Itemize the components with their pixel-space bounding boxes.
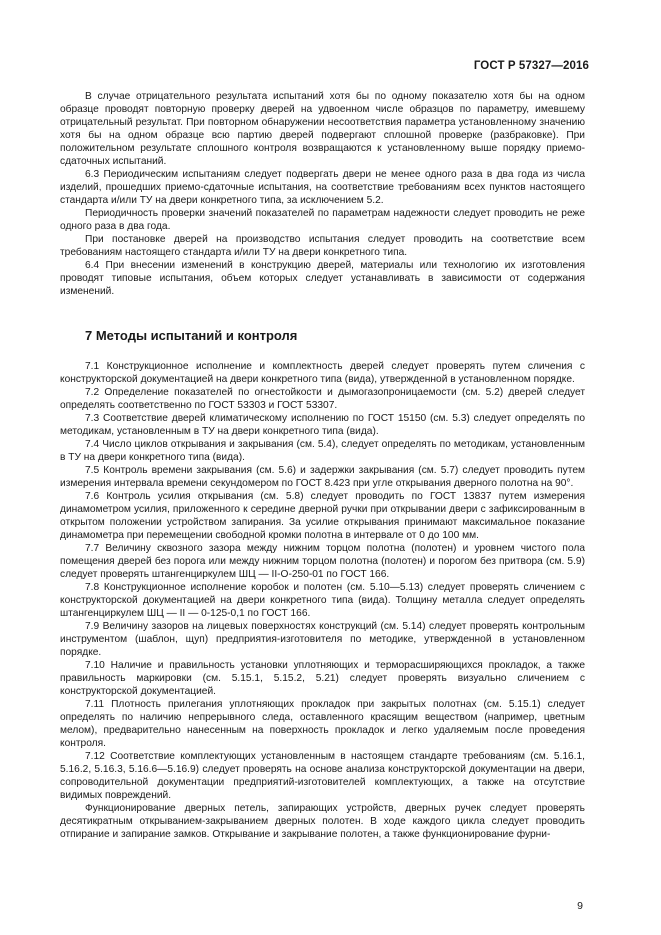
paragraph: Функционирование дверных петель, запирающих устройств, дверных ручек следует проверять десятикратным открыванием-закрыванием дверных полотен. В ходе каждого цикла следует проводить отпирание и запирание замков. Открывание и закрывание полотен, а также функционирование фурни- xyxy=(60,803,585,840)
paragraph: 7.1 Конструкционное исполнение и комплектность дверей следует проверять путем сличения с конструкторской документацией на двери конкретного типа (вида), утвержденной в установленном порядке. xyxy=(60,361,585,385)
paragraph: Периодичность проверки значений показателей по параметрам надежности следует проводить не реже одного раза в два года. xyxy=(60,208,585,232)
standard-header: ГОСТ Р 57327—2016 xyxy=(473,60,589,72)
paragraph: 7.8 Конструкционное исполнение коробок и полотен (см. 5.10—5.13) следует проверять сличением с конструкторской документацией на двери конкретного типа (вида). Толщину металла следует определять штангенциркулем ШЦ — II — 0-125-0,1 по ГОСТ 166. xyxy=(60,582,585,619)
paragraph: 7.11 Плотность прилегания уплотняющих прокладок при закрытых полотнах (см. 5.15.1) следует определять по наличию непрерывного следа, оставленного красящим веществом (например, цветным мелом), предварительно нанесенным на поверхность прокладок и легко удаляемым после проведения контроля. xyxy=(60,699,585,749)
paragraph: 7.4 Число циклов открывания и закрывания (см. 5.4), следует определять по методикам, установленным в ТУ на двери конкретного типа (вида). xyxy=(60,439,585,463)
paragraph: 6.4 При внесении изменений в конструкцию дверей, материалы или технологию их изготовления проводят типовые испытания, объем которых следует устанавливать в зависимости от содержания изменений. xyxy=(60,260,585,297)
paragraph: 7.10 Наличие и правильность установки уплотняющих и терморасширяющихся прокладок, а также правильность маркировки (см. 5.15.1, 5.15.2, 5.21) следует проверять визуально сличением с конструкторской документацией. xyxy=(60,660,585,697)
paragraph: 6.3 Периодическим испытаниям следует подвергать двери не менее одного раза в два года из числа изделий, прошедших приемо-сдаточные испытания, на соответствие требованиям всех пунктов настоящего стандарта и/или ТУ на двери конкретного типа, за исключением 5.2. xyxy=(60,169,585,206)
paragraph: При постановке дверей на производство испытания следует проводить на соответствие всем требованиям настоящего стандарта и/или ТУ на двери конкретного типа. xyxy=(60,234,585,258)
body-text xyxy=(60,90,585,841)
paragraph: 7.7 Величину сквозного зазора между нижним торцом полотна (полотен) и уровнем чистого пола помещения дверей без порога или между нижним торцом полотна (полотен) и порогом без притвора (см. 5.9) следует проверять штангенциркулем ШЦ — II-О-250-01 по ГОСТ 166. xyxy=(60,543,585,580)
paragraph: 7.9 Величину зазоров на лицевых поверхностях конструкций (см. 5.14) следует проверять контрольным инструментом (шаблон, щуп) предприятия-изготовителя по методике, утвержденной в установленном порядке. xyxy=(60,621,585,658)
paragraph: 7.5 Контроль времени закрывания (см. 5.6) и задержки закрывания (см. 5.7) следует проводить путем измерения интервала времени секундомером по ГОСТ 8.423 при угле открывания дверного полотна на 90°. xyxy=(60,465,585,489)
section-heading: 7 Методы испытаний и контроля xyxy=(85,328,298,343)
paragraph: В случае отрицательного результата испытаний хотя бы по одному показателю хотя бы на одном образце проводят повторную проверку дверей на удвоенном числе образцов по параметру, имевшему отрицательный результат. При повторном обнаружении несоответствия параметра установленному значению хотя бы на одном образце всю партию дверей подвергают сплошной проверке (разбраковке). При положительном результате сплошного контроля возвращаются к установленному выше порядку приемо-сдаточных испытаний. xyxy=(60,91,585,167)
paragraph: 7.12 Соответствие комплектующих установленным в настоящем стандарте требованиям (см. 5.16.1, 5.16.2, 5.16.3, 5.16.6—5.16.9) следует проверять на основе анализа конструкторской документации на двери, сопроводительной документации предприятий-изготовителей комплектующих, а также на отсутствие видимых повреждений. xyxy=(60,751,585,801)
section-spacer xyxy=(60,298,585,328)
paragraph: 7.2 Определение показателей по огнестойкости и дымогазопроницаемости (см. 5.2) дверей следует определять соответственно по ГОСТ 53303 и ГОСТ 53307. xyxy=(60,387,585,411)
page-number: 9 xyxy=(577,900,583,912)
paragraph: 7.6 Контроль усилия открывания (см. 5.8) следует проводить по ГОСТ 13837 путем измерения динамометром усилия, приложенного к середине дверной ручки при открывании двери с зафиксированным в открытом положении устройством запирания. За усилие открывания принимают максимальное показание динамометра при перемещении свободной кромки полотна в интервале от 0 до 100 мм. xyxy=(60,491,585,541)
paragraph: 7.3 Соответствие дверей климатическому исполнению по ГОСТ 15150 (см. 5.3) следует определять по методикам, установленным в ТУ на двери конкретного типа (вида). xyxy=(60,413,585,437)
